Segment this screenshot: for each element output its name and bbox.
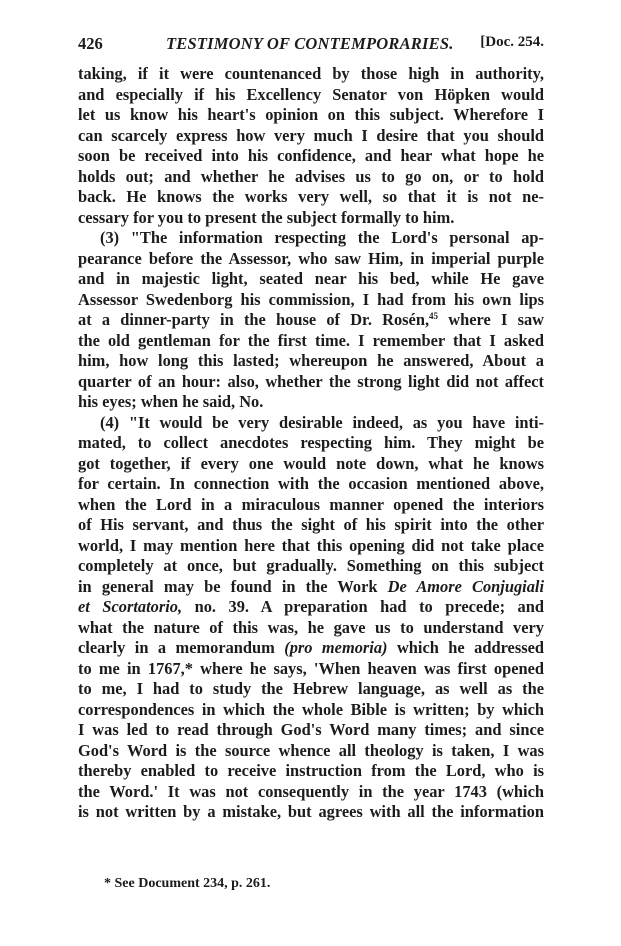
document-reference: [Doc. 254. <box>480 34 544 50</box>
work-title: De Amore Conjugiali <box>387 576 544 596</box>
text-line: (3) "The information respecting the Lord's personal ap- <box>100 228 544 247</box>
text-line: let us know his heart's opinion on this subject. Wherefore I <box>78 105 544 124</box>
text-line: for certain. In connection with the occasion mentioned above, <box>78 474 544 493</box>
text-segment: no. 39. A preparation had to precede; and <box>182 597 544 616</box>
text-line: thereby enabled to receive instruction from the Lord, who is <box>78 761 544 780</box>
text-segment: at a dinner-party in the house of Dr. Rosén, <box>78 310 430 329</box>
text-line: correspondences in which the whole Bible is written; by which <box>78 699 544 719</box>
text-line: got together, if every one would note down, what he knows <box>78 453 544 473</box>
body-text <box>78 64 544 823</box>
work-title: et Scortatorio, <box>78 597 183 616</box>
text-segment: which he addressed <box>387 638 544 657</box>
running-header <box>78 34 544 54</box>
text-line: the old gentleman for the first time. I remember that I asked <box>78 330 544 350</box>
text-line-with-italic <box>78 638 544 659</box>
text-segment: clearly in a memorandum <box>78 638 275 657</box>
running-title: TESTIMONY OF CONTEMPORARIES. <box>166 34 454 53</box>
text-line: is not written by a mistake, but agrees with all the information <box>78 802 544 821</box>
text-line: mated, to collect anecdotes respecting him. They might be <box>78 433 544 452</box>
text-line: of His servant, and thus the sight of his spirit into the other <box>78 515 544 534</box>
text-line: to me, I had to study the Hebrew language, as well as the <box>78 679 544 698</box>
text-line: to me in 1767,* where he says, 'When heaven was first opened <box>78 658 544 678</box>
text-line-with-italic <box>78 577 544 598</box>
text-line: what the nature of this was, he gave us to understand very <box>78 617 544 637</box>
text-line: completely at once, but gradually. Something on this subject <box>78 556 544 575</box>
text-line: (4) "It would be very desirable indeed, as you have inti- <box>100 412 544 432</box>
text-line: Assessor Swedenborg his commission, I had from his own lips <box>78 289 544 309</box>
page-number: 426 <box>78 34 103 53</box>
text-line: him, how long this lasted; whereupon he answered, About a <box>78 351 544 370</box>
text-line-with-italic <box>78 597 544 618</box>
latin-phrase: (pro memoria) <box>284 638 388 657</box>
text-line: quarter of an hour: also, whether the strong light did not affect <box>78 371 544 391</box>
text-line-with-note <box>78 310 544 331</box>
text-line: world, I may mention here that this opening did not take place <box>78 535 544 555</box>
text-line: when the Lord in a miraculous manner opened the interiors <box>78 494 544 514</box>
text-line: cessary for you to present the subject formally to him. <box>78 207 455 227</box>
text-line: holds out; and whether he advises us to go on, or to hold <box>78 166 544 186</box>
text-line: back. He knows the works very well, so that it is not ne- <box>78 187 544 206</box>
text-segment: in general may be found in the Work <box>78 576 378 596</box>
text-line: and especially if his Excellency Senator von Höpken would <box>78 84 544 104</box>
text-line: pearance before the Assessor, who saw Him, in imperial purple <box>78 248 544 268</box>
text-line: I was led to read through God's Word many times; and since <box>78 720 544 739</box>
text-line: taking, if it were countenanced by those high in authority, <box>78 64 544 83</box>
text-line: can scarcely express how very much I desire that you should <box>78 125 544 145</box>
text-line: and in majestic light, seated near his bed, while He gave <box>78 269 544 288</box>
text-line: his eyes; when he said, No. <box>78 392 264 411</box>
text-line: God's Word is the source whence all theology is taken, I was <box>78 740 544 760</box>
text-line: the Word.' It was not consequently in the year 1743 (which <box>78 781 544 801</box>
text-segment: where I saw <box>438 310 544 329</box>
text-line: soon be received into his confidence, and hear what hope he <box>78 146 544 165</box>
footnote: * See Document 234, p. 261. <box>104 876 271 891</box>
footnote-marker: 45 <box>429 311 439 321</box>
